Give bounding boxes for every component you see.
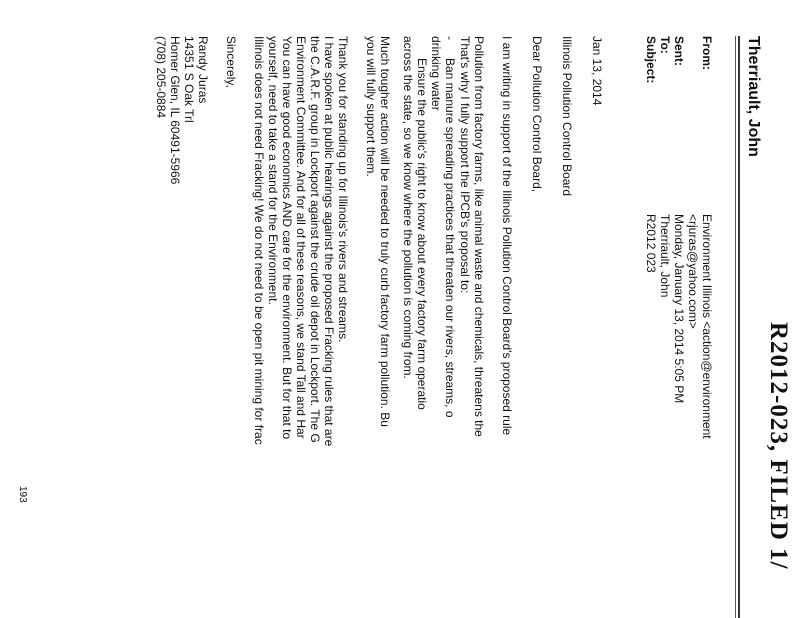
to-value: Therriault, John: [658, 214, 672, 298]
paragraph-2-line-1: Pollution from factory farms, like animal waste and chemicals, threatens the: [472, 36, 486, 437]
signature-name: Randy Juras: [196, 36, 210, 104]
bullet-1-line-2: drinking water: [429, 36, 443, 111]
paragraph-3-line-1: Much tougher action will be needed to truly curb factory farm pollution. Bu: [378, 36, 392, 427]
sender-name: Therriault, John: [745, 36, 762, 157]
bullet-1-line-1: Ban manure spreading practices that threaten our rivers, streams, o: [443, 58, 457, 418]
paragraph-3-line-2: you will fully support them.: [364, 36, 378, 177]
from-value: Environment Illinois <action@environment: [700, 214, 714, 439]
letter-salutation: Dear Pollution Control Board,: [530, 36, 544, 193]
bullet-2-line-1: Ensure the public's right to know about every factory farm operatio: [415, 58, 429, 410]
header-rule: [738, 36, 740, 618]
to-label: To:: [658, 36, 672, 54]
signature-phone: (708) 205-0884: [154, 36, 168, 119]
signature-address-1: 14351 S Oak Trl: [182, 36, 196, 123]
paragraph-4-line-3: the C.A.R.F. group in Lockport against the crude oil depot in Lockport. The G: [308, 36, 322, 443]
letter-closing: Sincerely,: [224, 36, 238, 88]
bullet-dash: -: [443, 36, 457, 40]
page-number: 193: [17, 486, 28, 503]
from-email: <rjuras@yahoo.com>: [686, 214, 700, 329]
sent-label: Sent:: [672, 36, 686, 66]
bullet-2-line-2: across the state, so we know where the pollution is coming from.: [401, 36, 415, 379]
paragraph-4-line-2: I have spoken at public hearings against the proposed Fracking rules that are: [322, 36, 336, 447]
paragraph-4-line-6: yourself, need to take a stand for the Environment.: [266, 36, 280, 305]
subject-label: Subject:: [644, 36, 658, 84]
paragraph-2-line-2: That's why I fully support the IPCB's proposal to:: [458, 36, 472, 294]
letter-date: Jan 13, 2014: [590, 36, 604, 106]
signature-address-2: Homer Glen, IL 60491-5966: [168, 36, 182, 185]
subject-value: R2012 023: [644, 214, 658, 273]
sent-value: Monday, January 13, 2014 5:05 PM: [672, 214, 686, 404]
paragraph-4-line-4: Environment Committee. And for all of these reasons, we stand Tall and Har: [294, 36, 308, 439]
from-label: From:: [700, 36, 714, 70]
filing-stamp: R2012-023, FILED 1/: [765, 322, 792, 570]
paragraph-4-line-5: You can have good economics AND care for the environment. But for that to: [280, 36, 294, 440]
header-rule-thin: [735, 36, 736, 618]
paragraph-4-line-7: Illinois does not need Fracking! We do not need to be open pit mining for frac: [252, 36, 266, 445]
paragraph-1: I am writing in support of the Illinois Pollution Control Board's proposed rule: [500, 36, 514, 436]
letter-recipient: Illinois Pollution Control Board: [560, 36, 574, 197]
paragraph-4-line-1: Thank you for standing up for Illinois's rivers and streams.: [336, 36, 350, 343]
